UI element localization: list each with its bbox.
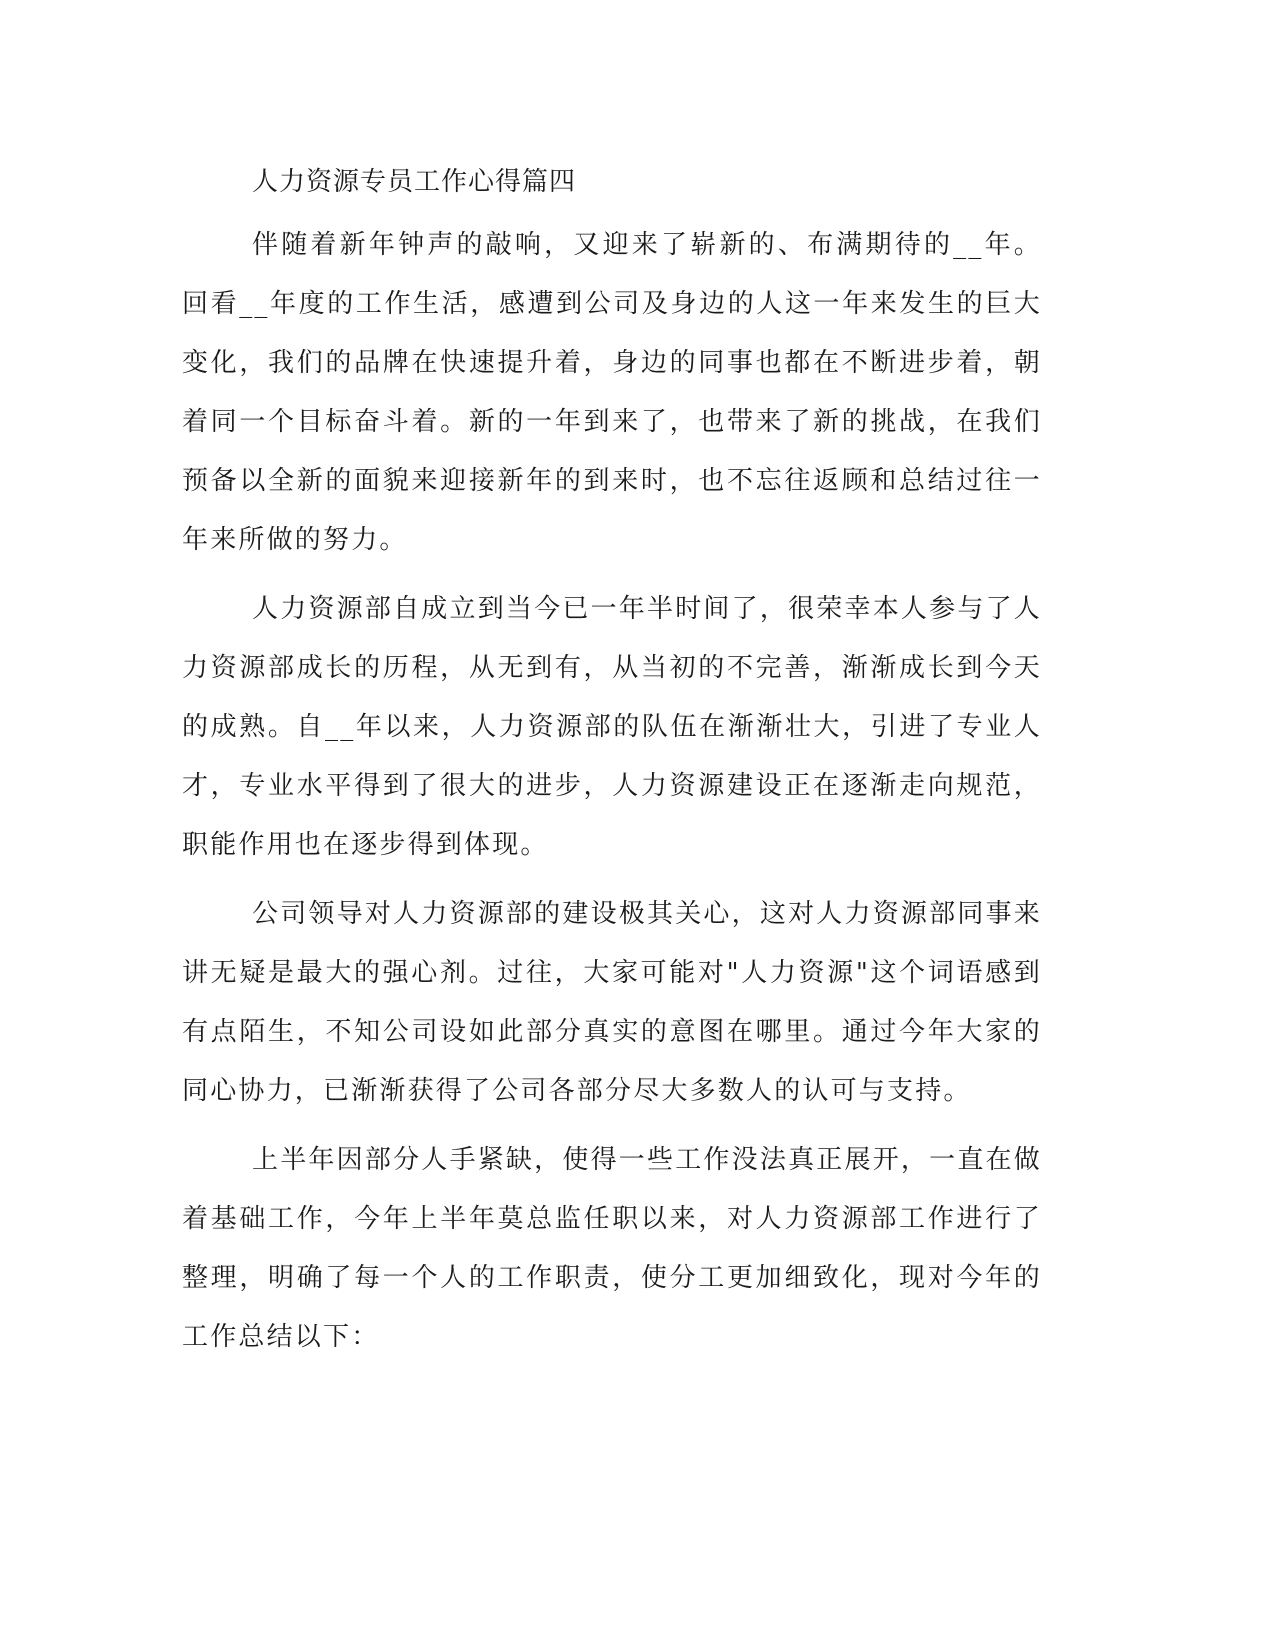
document-body	[182, 160, 1042, 1377]
paragraph-2: 人力资源部自成立到当今已一年半时间了，很荣幸本人参与了人力资源部成长的历程，从无到有，从当初的不完善，渐渐成长到今天的成熟。自__年以来，人力资源部的队伍在渐渐壮大，引进了专业人才，专业水平得到了很大的进步，人力资源建设正在逐渐走向规范，职能作用也在逐步得到体现。	[182, 594, 1042, 860]
paragraph-4: 上半年因部分人手紧缺，使得一些工作没法真正展开，一直在做着基础工作，今年上半年莫总监任职以来，对人力资源部工作进行了整理，明确了每一个人的工作职责，使分工更加细致化，现对今年的工作总结以下：	[182, 1145, 1042, 1352]
document-title: 人力资源专员工作心得篇四	[252, 167, 577, 197]
paragraph-1: 伴随着新年钟声的敲响，又迎来了崭新的、布满期待的__年。回看__年度的工作生活，感遭到公司及身边的人这一年来发生的巨大变化，我们的品牌在快速提升着，身边的同事也都在不断进步着，朝着同一个目标奋斗着。新的一年到来了，也带来了新的挑战，在我们预备以全新的面貌来迎接新年的到来时，也不忘往返顾和总结过往一年来所做的努力。	[182, 230, 1042, 555]
paragraph-3: 公司领导对人力资源部的建设极其关心，这对人力资源部同事来讲无疑是最大的强心剂。过往，大家可能对"人力资源"这个词语感到有点陌生，不知公司设如此部分真实的意图在哪里。通过今年大家的同心协力，已渐渐获得了公司各部分尽大多数人的认可与支持。	[182, 899, 1042, 1106]
